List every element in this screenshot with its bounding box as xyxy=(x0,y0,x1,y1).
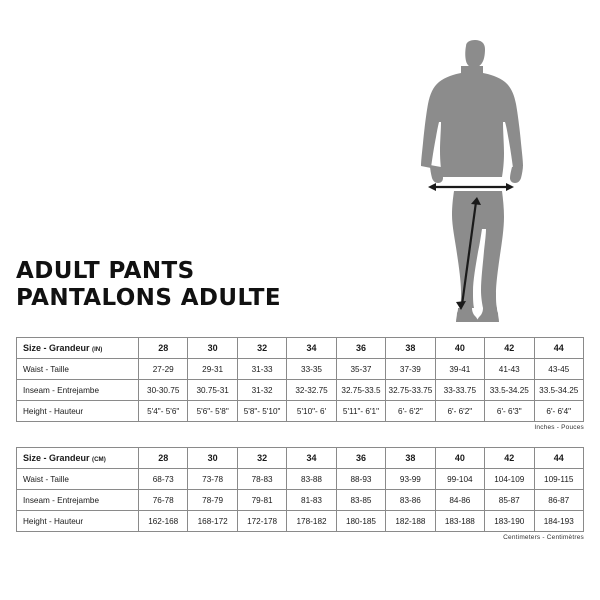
cell: 180-185 xyxy=(336,511,385,532)
size-col-36: 36 xyxy=(336,448,385,469)
size-header-cm xyxy=(17,448,139,469)
size-header-unit: (IN) xyxy=(92,346,103,353)
table-row xyxy=(17,338,584,359)
title-english: ADULT PANTS xyxy=(16,258,195,284)
caption-inches: Inches - Pouces xyxy=(534,424,584,431)
cell: 83-86 xyxy=(386,490,435,511)
table-row xyxy=(17,359,584,380)
size-col-42: 42 xyxy=(485,448,534,469)
cell: 5'10"- 6' xyxy=(287,401,336,422)
size-col-38: 38 xyxy=(386,448,435,469)
cell: 99-104 xyxy=(435,469,484,490)
cell: 6'- 6'2" xyxy=(386,401,435,422)
size-header-label: Size - Grandeur xyxy=(23,453,90,463)
cell: 84-86 xyxy=(435,490,484,511)
cell: 5'8"- 5'10" xyxy=(237,401,286,422)
size-col-34: 34 xyxy=(287,448,336,469)
table-cm xyxy=(16,447,584,532)
cell: 109-115 xyxy=(534,469,584,490)
size-col-44: 44 xyxy=(534,338,584,359)
cell: 182-188 xyxy=(386,511,435,532)
cell: 33-33.75 xyxy=(435,380,484,401)
figure-illustration xyxy=(400,40,580,320)
cell: 32.75-33.75 xyxy=(386,380,435,401)
cell: 83-85 xyxy=(336,490,385,511)
table-row xyxy=(17,469,584,490)
cell: 183-190 xyxy=(485,511,534,532)
cell: 31-32 xyxy=(237,380,286,401)
size-col-36: 36 xyxy=(336,338,385,359)
cell: 29-31 xyxy=(188,359,237,380)
size-col-28: 28 xyxy=(139,448,188,469)
size-header-label: Size - Grandeur xyxy=(23,343,90,353)
cell: 35-37 xyxy=(336,359,385,380)
cell: 78-83 xyxy=(237,469,286,490)
size-col-30: 30 xyxy=(188,338,237,359)
cell: 33.5-34.25 xyxy=(485,380,534,401)
size-col-28: 28 xyxy=(139,338,188,359)
cell: 31-33 xyxy=(237,359,286,380)
title-french: PANTALONS ADULTE xyxy=(16,285,281,312)
cell: 6'- 6'2" xyxy=(435,401,484,422)
cell: 93-99 xyxy=(386,469,435,490)
male-figure-silhouette xyxy=(400,40,580,325)
table-row xyxy=(17,401,584,422)
size-col-30: 30 xyxy=(188,448,237,469)
size-col-42: 42 xyxy=(485,338,534,359)
cell: 27-29 xyxy=(139,359,188,380)
size-col-38: 38 xyxy=(386,338,435,359)
caption-cm: Centimeters - Centimètres xyxy=(503,534,584,541)
waist-measure-arrow xyxy=(428,183,514,191)
cell: 178-182 xyxy=(287,511,336,532)
row-label-waist: Waist - Taille xyxy=(17,469,139,490)
cell: 73-78 xyxy=(188,469,237,490)
cell: 32.75-33.5 xyxy=(336,380,385,401)
cell: 79-81 xyxy=(237,490,286,511)
size-col-32: 32 xyxy=(237,338,286,359)
cell: 168-172 xyxy=(188,511,237,532)
size-col-44: 44 xyxy=(534,448,584,469)
chart-titles xyxy=(16,258,376,312)
cell: 37-39 xyxy=(386,359,435,380)
size-header-unit: (CM) xyxy=(92,456,106,463)
cell: 41-43 xyxy=(485,359,534,380)
table-inches xyxy=(16,337,584,422)
cell: 86-87 xyxy=(534,490,584,511)
cell: 88-93 xyxy=(336,469,385,490)
cell: 5'4"- 5'6" xyxy=(139,401,188,422)
size-table-inches xyxy=(16,337,584,431)
row-label-waist: Waist - Taille xyxy=(17,359,139,380)
cell: 183-188 xyxy=(435,511,484,532)
cell: 30-30.75 xyxy=(139,380,188,401)
table-row xyxy=(17,490,584,511)
size-header-inches xyxy=(17,338,139,359)
row-label-inseam: Inseam - Entrejambe xyxy=(17,380,139,401)
row-label-height: Height - Hauteur xyxy=(17,511,139,532)
cell: 172-178 xyxy=(237,511,286,532)
cell: 85-87 xyxy=(485,490,534,511)
size-table-cm xyxy=(16,447,584,541)
size-col-40: 40 xyxy=(435,338,484,359)
cell: 39-41 xyxy=(435,359,484,380)
table-row xyxy=(17,511,584,532)
cell: 184-193 xyxy=(534,511,584,532)
cell: 83-88 xyxy=(287,469,336,490)
cell: 162-168 xyxy=(139,511,188,532)
cell: 6'- 6'3" xyxy=(485,401,534,422)
cell: 76-78 xyxy=(139,490,188,511)
cell: 5'11"- 6'1" xyxy=(336,401,385,422)
cell: 6'- 6'4" xyxy=(534,401,584,422)
cell: 33-35 xyxy=(287,359,336,380)
table-row xyxy=(17,380,584,401)
cell: 43-45 xyxy=(534,359,584,380)
cell: 68-73 xyxy=(139,469,188,490)
size-col-32: 32 xyxy=(237,448,286,469)
cell: 30.75-31 xyxy=(188,380,237,401)
table-row xyxy=(17,448,584,469)
cell: 32-32.75 xyxy=(287,380,336,401)
cell: 81-83 xyxy=(287,490,336,511)
cell: 33.5-34.25 xyxy=(534,380,584,401)
row-label-inseam: Inseam - Entrejambe xyxy=(17,490,139,511)
row-label-height: Height - Hauteur xyxy=(17,401,139,422)
cell: 78-79 xyxy=(188,490,237,511)
size-col-40: 40 xyxy=(435,448,484,469)
cell: 5'6"- 5'8" xyxy=(188,401,237,422)
size-col-34: 34 xyxy=(287,338,336,359)
cell: 104-109 xyxy=(485,469,534,490)
